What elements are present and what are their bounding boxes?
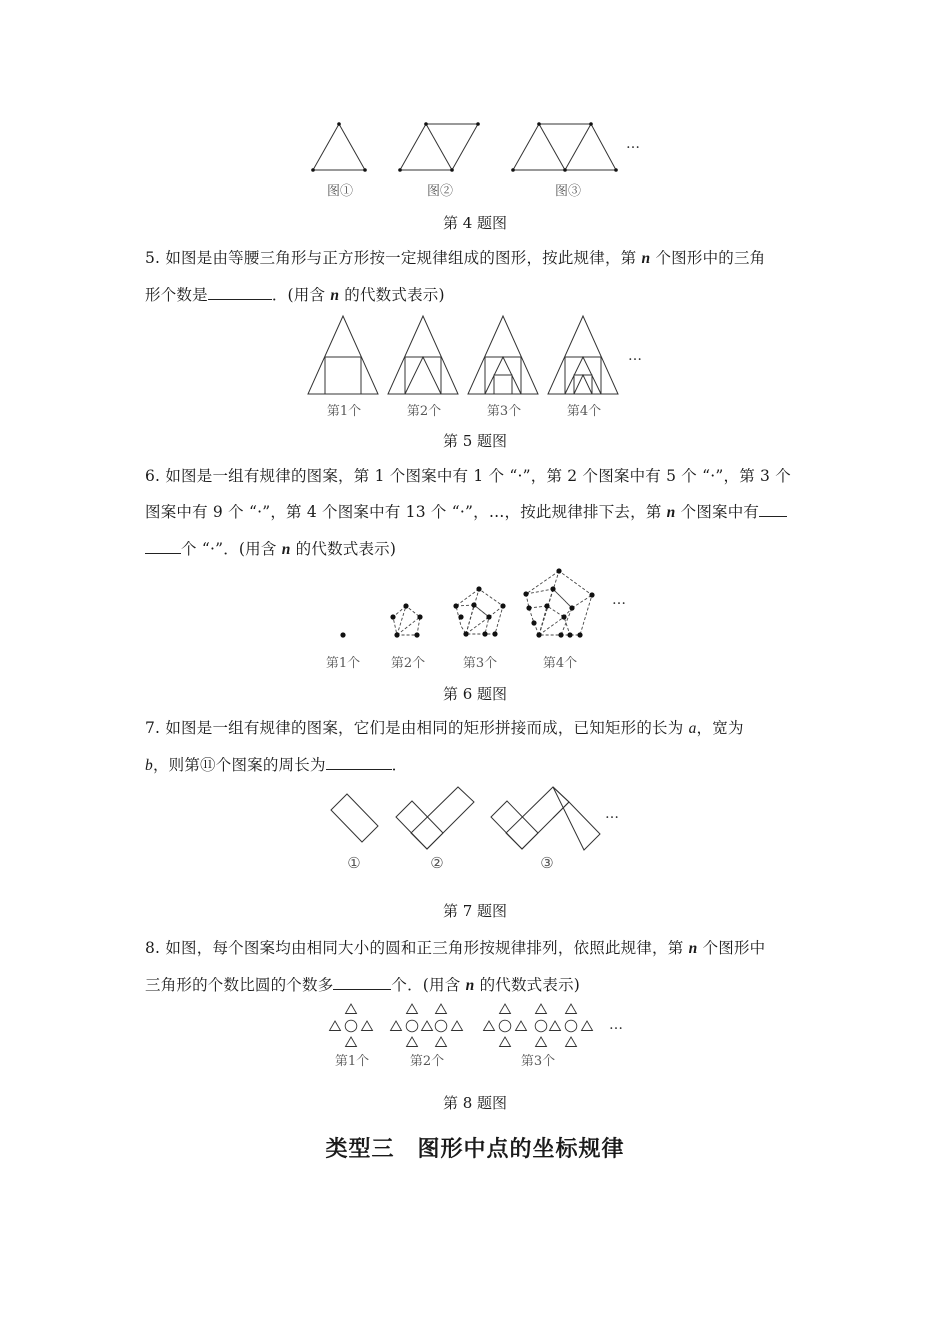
q8-text-2c: 的代数式表示)	[479, 976, 581, 994]
fig7-label-3: ③	[540, 854, 554, 872]
q8-text-2b: 个．(用含	[391, 976, 461, 994]
fig6-label-2: 第2个	[390, 656, 426, 671]
q8-var-n-2: n	[465, 977, 475, 994]
fig6-caption: 第 6 题图	[442, 685, 508, 703]
q7-number: 7.	[145, 719, 161, 737]
fig8-label-1: 第1个	[334, 1054, 370, 1069]
q7-text-2b: ．	[391, 756, 408, 774]
fig6-ellipsis: …	[612, 592, 627, 608]
q5-text-1b: 个图形中的三角	[655, 249, 766, 267]
fig4-label-3: 图③	[554, 184, 581, 199]
fig5-caption: 第 5 题图	[442, 432, 508, 450]
fig5-label-3: 第3个	[486, 404, 522, 419]
fig6-label-4: 第4个	[542, 656, 578, 671]
q6-text-2a: 图案中有 9 个 “·”，第 4 个图案中有 13 个 “·”，…，按此规律排下去，第	[145, 503, 662, 521]
fig4-caption: 第 4 题图	[442, 214, 508, 232]
fig6-label-1: 第1个	[325, 656, 361, 671]
fig6-label-3: 第3个	[462, 656, 498, 671]
q6-var-n: n	[666, 504, 676, 521]
fig4-label-1: 图①	[326, 184, 353, 199]
q7-var-a: a	[688, 720, 697, 737]
q7-text-2a: ，则第⑪个图案的周长为	[152, 756, 326, 774]
fig8-ellipsis: …	[609, 1017, 624, 1033]
q5-number: 5.	[145, 249, 161, 267]
q6-text-3a: 个 “·”．(用含	[181, 540, 277, 558]
fig5-label-1: 第1个	[326, 404, 362, 419]
q6-number: 6.	[145, 467, 161, 485]
q5-var-n: n	[641, 250, 651, 267]
q8-text-1a: 如图，每个图案均由相同大小的圆和正三角形按规律排列，依照此规律，第	[165, 939, 684, 957]
q8-number: 8.	[145, 939, 161, 957]
q5-var-n-2: n	[330, 287, 340, 304]
q7-text-1a: 如图是一组有规律的图案，它们是由相同的矩形拼接而成，已知矩形的长为	[165, 719, 684, 737]
q7-var-b: b	[145, 757, 153, 774]
q5-text-2c: 的代数式表示)	[344, 286, 445, 304]
q8-text-2a: 三角形的个数比圆的个数多	[145, 976, 334, 994]
fig7-ellipsis: …	[605, 806, 620, 822]
q7-text-1b: ，宽为	[696, 719, 744, 737]
fig7-label-2: ②	[430, 854, 444, 872]
section-heading: 类型三 图形中点的坐标规律	[325, 1137, 625, 1162]
q5-text-1a: 如图是由等腰三角形与正方形按一定规律组成的图形，按此规律，第	[165, 249, 637, 267]
fig7-caption: 第 7 题图	[442, 902, 508, 920]
fig4-ellipsis: …	[626, 136, 641, 152]
fig7-label-1: ①	[347, 854, 361, 872]
q5-text-2a: 形个数是	[145, 286, 208, 304]
fig5-label-4: 第4个	[566, 404, 602, 419]
fig8-label-2: 第2个	[409, 1054, 445, 1069]
q6-text-2b: 个图案中有	[680, 503, 760, 521]
q8-var-n: n	[688, 940, 698, 957]
q6-var-n-2: n	[281, 541, 291, 558]
fig8-label-3: 第3个	[520, 1054, 556, 1069]
fig4-label-2: 图②	[426, 184, 453, 199]
q5-text-2b: ．(用含	[271, 286, 326, 304]
q6-text-1: 如图是一组有规律的图案，第 1 个图案中有 1 个 “·”，第 2 个图案中有 5 个 “·”，第 3 个	[165, 467, 791, 485]
fig8-caption: 第 8 题图	[442, 1094, 508, 1112]
q8-text-1b: 个图形中	[702, 939, 766, 957]
q6-text-3b: 的代数式表示)	[295, 540, 397, 558]
fig5-ellipsis: …	[628, 348, 643, 364]
fig5-label-2: 第2个	[406, 404, 442, 419]
